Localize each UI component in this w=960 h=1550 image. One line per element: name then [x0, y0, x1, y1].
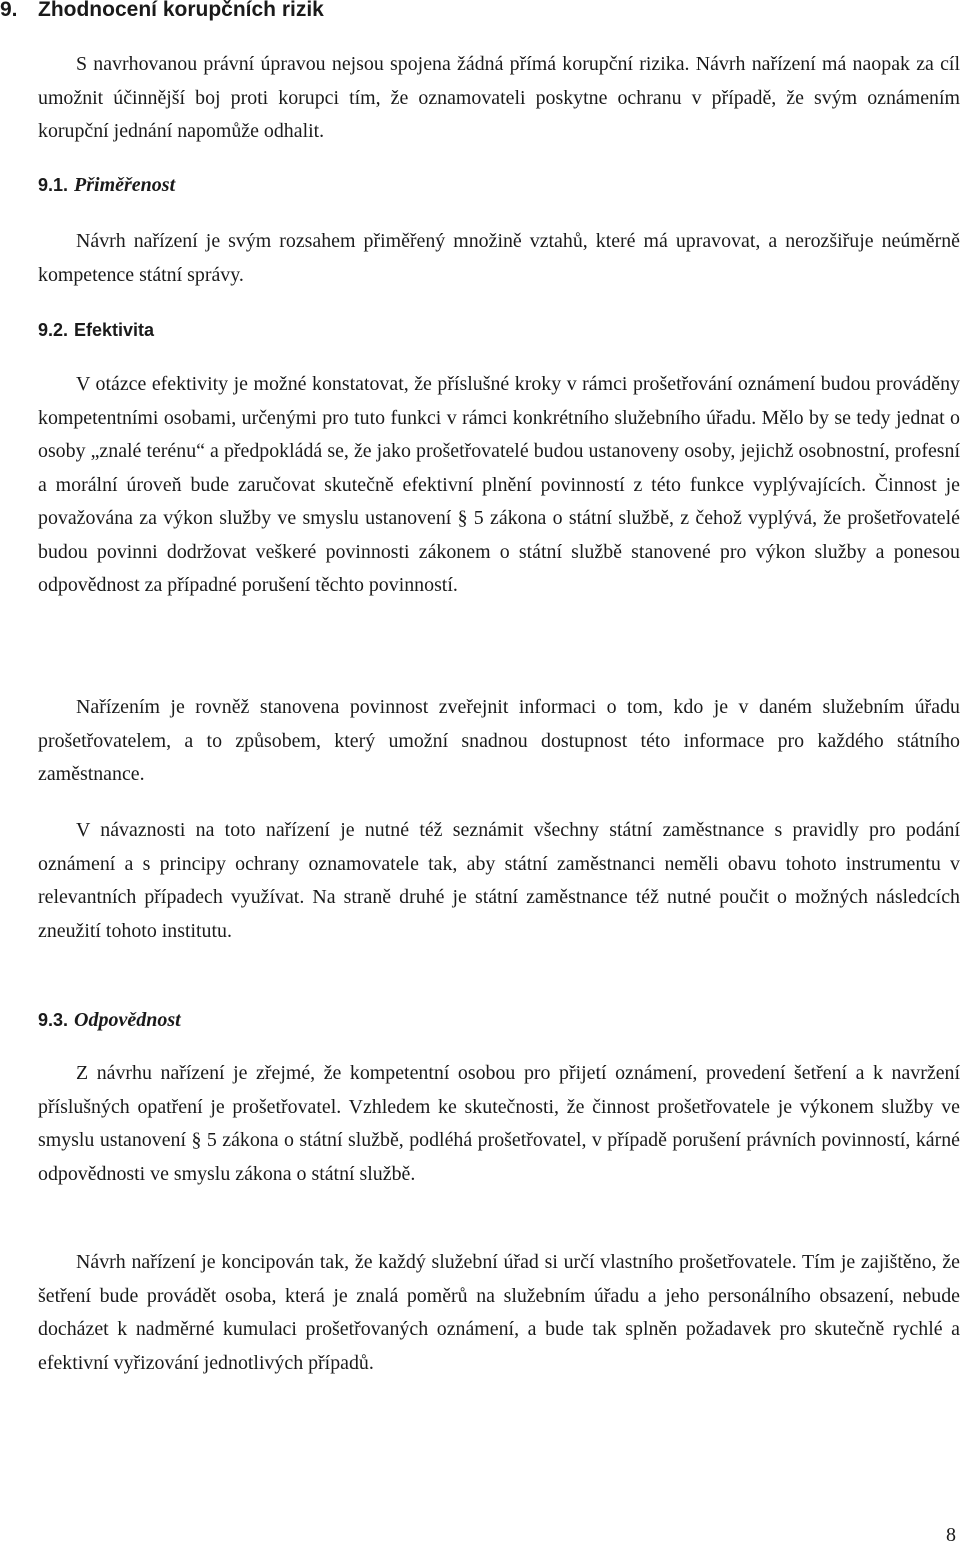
subsection-heading-responsibility — [38, 1008, 181, 1032]
subsection-title: Odpovědnost — [74, 1009, 181, 1031]
efficiency-text-3: V návaznosti na toto nařízení je nutné též seznámit všechny státní zaměstnance s pravidly pro podání oznámení a s principy ochrany oznamovatele tak, aby státní zaměstnanci neměli obavu tohoto instrumentu v relevantních případech využívat. Na straně druhé je státní zaměstnance též nutné poučit o možných následcích zneužití tohoto institutu. — [38, 819, 960, 942]
responsibility-paragraph-1 — [38, 1057, 960, 1191]
page-number: 8 — [946, 1524, 956, 1546]
subsection-heading-proportionality — [38, 173, 175, 197]
intro-text: S navrhovanou právní úpravou nejsou spojena žádná přímá korupční rizika. Návrh nařízení má naopak za cíl umožnit účinnější boj proti korupci tím, že oznamovateli poskytne ochranu v případě, že svým oznámením korupční jednání napomůže odhalit. — [38, 53, 960, 142]
subsection-number: 9.2. — [38, 320, 69, 340]
efficiency-text-2: Nařízením je rovněž stanovena povinnost zveřejnit informaci o tom, kdo je v daném služebním úřadu prošetřovatelem, a to způsobem, který umožní snadnou dostupnost této informace pro každého státního zaměstnance. — [38, 696, 960, 785]
section-title: Zhodnocení korupčních rizik — [38, 0, 324, 21]
subsection-title: Efektivita — [74, 320, 155, 340]
subsection-number: 9.3. — [38, 1010, 69, 1030]
responsibility-text-1: Z návrhu nařízení je zřejmé, že kompetentní osobou pro přijetí oznámení, provedení šetření a k navržení příslušných opatření je prošetřovatel. Vzhledem ke skutečnosti, že činnost prošetřovatele je výkonem služby ve smyslu ustanovení § 5 zákona o státní službě, podléhá prošetřovatel, v případě porušení právních povinností, kárné odpovědnosti ve smyslu zákona o státní službě. — [38, 1062, 960, 1185]
intro-paragraph — [38, 48, 960, 149]
efficiency-text-1: V otázce efektivity je možné konstatovat, že příslušné kroky v rámci prošetřování oznámení budou prováděny kompetentními osobami, určenými pro tuto funkci v rámci konkrétního služebního úřadu. Mělo by se tedy jednat o osoby „znalé terénu“ a předpokládá se, že jako prošetřovatelé budou ustanoveny osoby, jejichž osobnostní, profesní a morální úroveň bude zaručovat skutečně efektivní plnění povinností z této funkce vyplývajících. Činnost je považována za výkon služby ve smyslu ustanovení § 5 zákona o státní službě, z čehož vyplývá, že prošetřovatelé budou povinni dodržovat veškeré povinnosti zákonem o státní službě stanovené pro výkon služby a ponesou odpovědnost za případné porušení těchto povinností. — [38, 373, 960, 596]
subsection-heading-efficiency — [38, 318, 154, 342]
proportionality-paragraph — [38, 225, 960, 292]
efficiency-paragraph-1 — [38, 368, 960, 603]
efficiency-paragraph-3 — [38, 814, 960, 948]
subsection-number: 9.1. — [38, 175, 69, 195]
subsection-title: Přiměřenost — [74, 174, 176, 196]
efficiency-paragraph-2 — [38, 691, 960, 792]
proportionality-text: Návrh nařízení je svým rozsahem přiměřený množině vztahů, které má upravovat, a nerozšiřuje neúměrně kompetence státní správy. — [38, 230, 960, 286]
responsibility-paragraph-2 — [38, 1246, 960, 1380]
section-heading — [0, 0, 324, 22]
responsibility-text-2: Návrh nařízení je koncipován tak, že každý služební úřad si určí vlastního prošetřovatele. Tím je zajištěno, že šetření bude provádět osoba, která je znalá poměrů na služebním úřadu a jeho personálního obsazení, nebude docházet k nadměrné kumulaci prošetřovaných oznámení, a bude tak splněn požadavek pro skutečně rychlé a efektivní vyřizování jednotlivých případů. — [38, 1251, 960, 1374]
section-number: 9. — [0, 0, 18, 21]
